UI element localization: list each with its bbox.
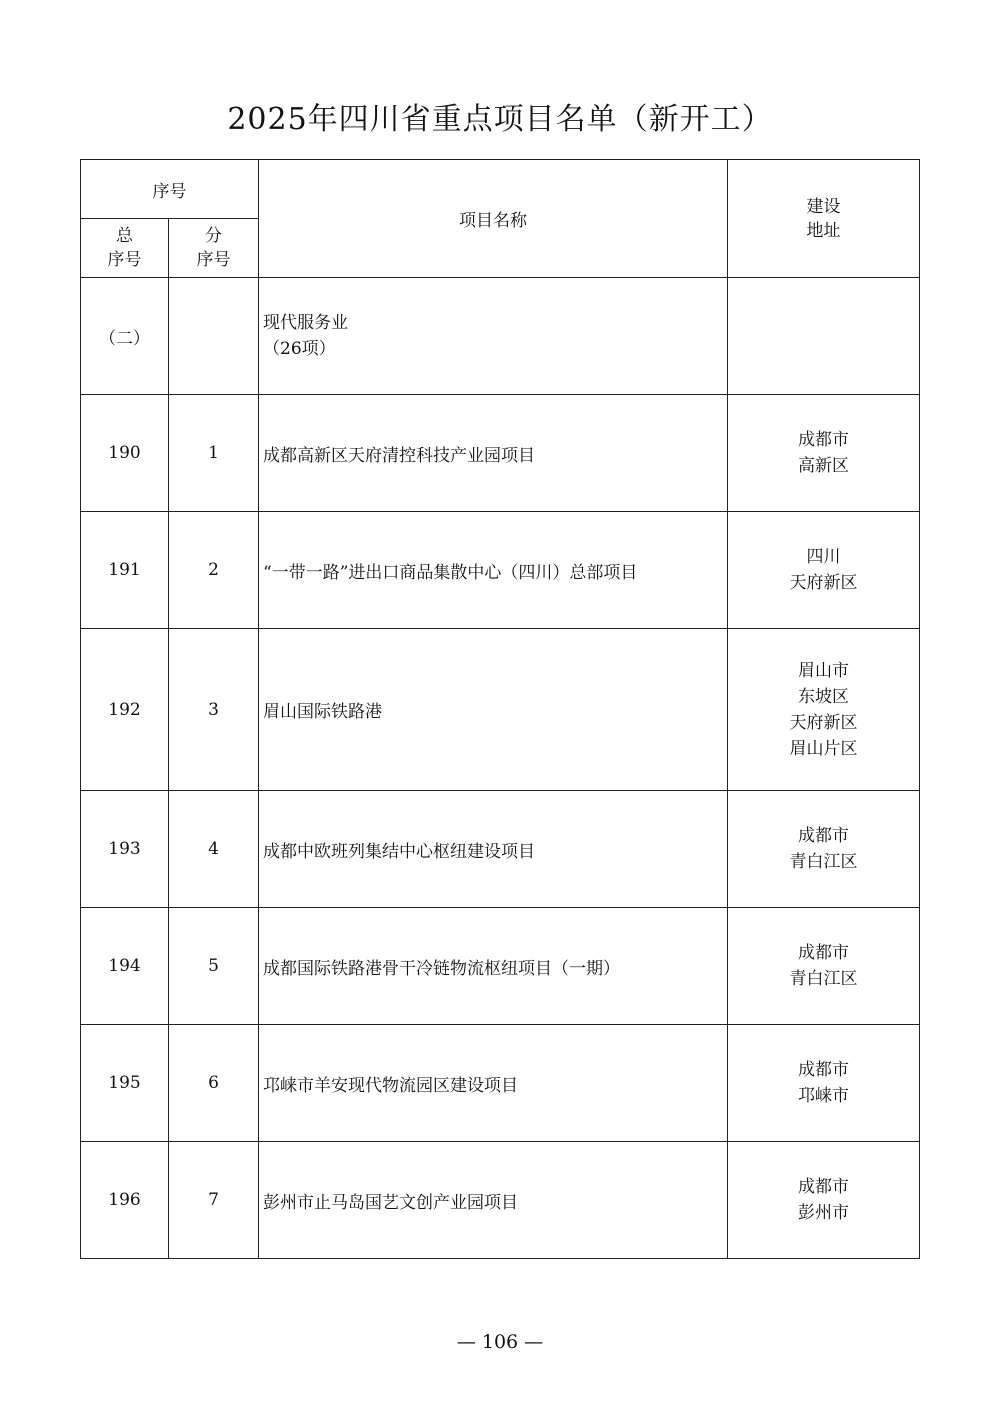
header-total-serial-line-1: 总 (116, 226, 133, 246)
header-sub-serial-line-1: 分 (205, 226, 222, 246)
table-row (81, 395, 920, 512)
row-location-line: 高新区 (798, 456, 849, 476)
row-location-line: 天府新区 (789, 712, 858, 733)
row-project-name: “一带一路”进出口商品集散中心（四川）总部项目 (259, 512, 728, 629)
table-row (81, 791, 920, 908)
header-sub-serial (169, 219, 259, 278)
row-project-name: 眉山国际铁路港 (259, 629, 728, 791)
row-total-serial: 193 (81, 791, 169, 908)
project-table (80, 159, 920, 1259)
row-location-line: 东坡区 (798, 686, 849, 707)
row-location-line: 邛崃市 (798, 1086, 849, 1106)
table-row (81, 629, 920, 791)
row-total-serial: 196 (81, 1142, 169, 1259)
category-row (81, 278, 920, 395)
row-location-line: 眉山片区 (789, 738, 858, 759)
row-location (728, 629, 920, 791)
category-sub-empty (169, 278, 259, 395)
row-location-line: 彭州市 (798, 1203, 849, 1223)
row-location-line: 成都市 (798, 430, 849, 450)
row-total-serial: 194 (81, 908, 169, 1025)
header-total-serial-line-2: 序号 (107, 250, 142, 270)
row-project-name: 成都高新区天府清控科技产业园项目 (259, 395, 728, 512)
row-location-line: 成都市 (798, 1060, 849, 1080)
header-project-name: 项目名称 (259, 160, 728, 278)
row-location (728, 1142, 920, 1259)
page-title: 2025年四川省重点项目名单（新开工） (227, 102, 773, 137)
row-project-name: 成都国际铁路港骨干冷链物流枢纽项目（一期） (259, 908, 728, 1025)
header-total-serial (81, 219, 169, 278)
row-location-line: 成都市 (798, 1177, 849, 1197)
header-serial-group: 序号 (81, 160, 259, 219)
table-body (81, 278, 920, 1259)
category-location-empty (728, 278, 920, 395)
row-sub-serial: 3 (169, 629, 259, 791)
table-header (81, 160, 920, 278)
row-location-line: 四川 (806, 547, 841, 567)
row-sub-serial: 1 (169, 395, 259, 512)
header-sub-serial-line-2: 序号 (196, 250, 231, 270)
row-total-serial: 191 (81, 512, 169, 629)
row-location (728, 395, 920, 512)
row-location-line: 成都市 (798, 826, 849, 846)
row-location (728, 908, 920, 1025)
row-location-line: 青白江区 (789, 969, 858, 989)
category-name-line-1: 现代服务业 (263, 313, 348, 333)
row-location-line: 成都市 (798, 943, 849, 963)
row-total-serial: 190 (81, 395, 169, 512)
row-location (728, 512, 920, 629)
row-location-line: 天府新区 (789, 573, 858, 593)
table-row (81, 1142, 920, 1259)
table-row (81, 908, 920, 1025)
header-location-line-1: 建设 (806, 196, 841, 217)
page-number: — 106 — (456, 1331, 544, 1353)
table-row (81, 1025, 920, 1142)
row-location (728, 1025, 920, 1142)
row-total-serial: 192 (81, 629, 169, 791)
row-sub-serial: 2 (169, 512, 259, 629)
category-label: （二） (81, 278, 169, 395)
row-location (728, 791, 920, 908)
category-name-line-2: （26项） (263, 339, 336, 359)
row-project-name: 成都中欧班列集结中心枢纽建设项目 (259, 791, 728, 908)
category-name (259, 278, 728, 395)
row-sub-serial: 6 (169, 1025, 259, 1142)
header-location (728, 160, 920, 278)
row-project-name: 彭州市止马岛国艺文创产业园项目 (259, 1142, 728, 1259)
table-row (81, 512, 920, 629)
row-sub-serial: 7 (169, 1142, 259, 1259)
row-sub-serial: 5 (169, 908, 259, 1025)
row-sub-serial: 4 (169, 791, 259, 908)
row-total-serial: 195 (81, 1025, 169, 1142)
row-location-line: 眉山市 (798, 660, 849, 681)
row-project-name: 邛崃市羊安现代物流园区建设项目 (259, 1025, 728, 1142)
row-location-line: 青白江区 (789, 852, 858, 872)
header-location-line-2: 地址 (806, 220, 841, 241)
